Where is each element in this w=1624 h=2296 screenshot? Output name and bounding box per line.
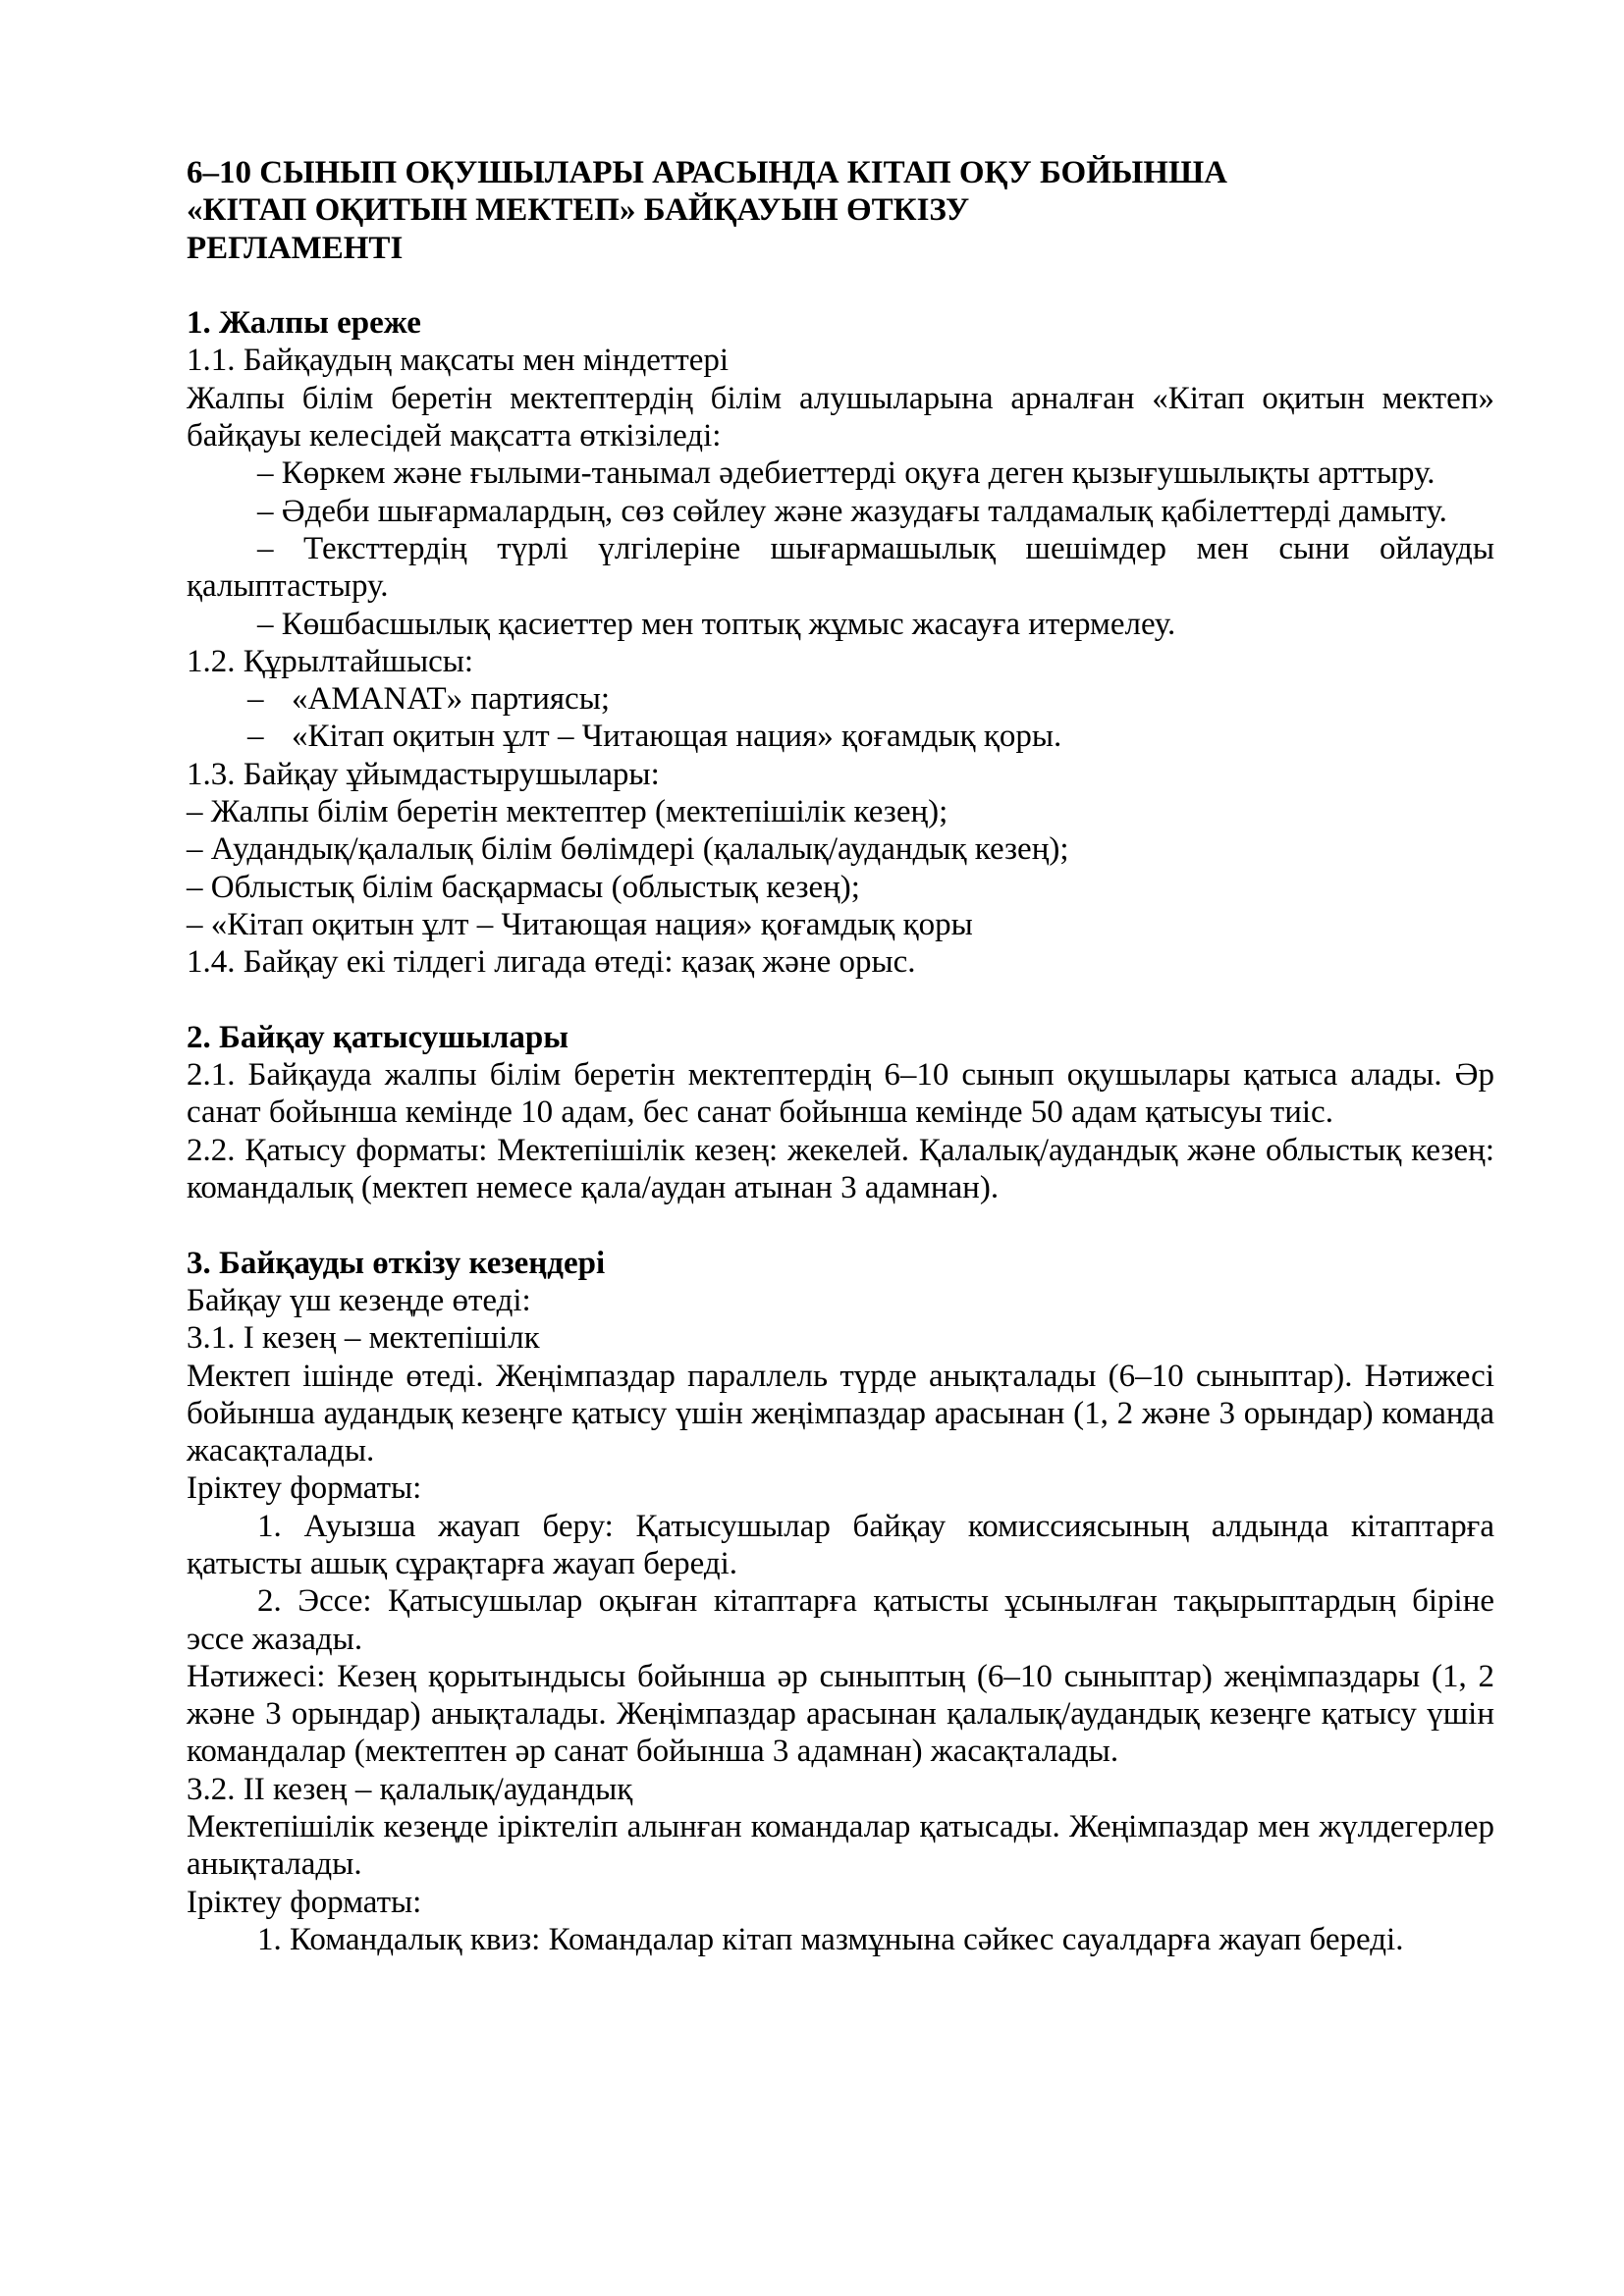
list-dash: – bbox=[247, 681, 264, 718]
paragraph: Іріктеу форматы: bbox=[187, 1884, 422, 1920]
list-item bbox=[187, 718, 1494, 755]
paragraph: – «Кітап оқитын ұлт – Читающая нация» қоғамдық қоры bbox=[187, 906, 973, 942]
list-dash: – bbox=[247, 719, 264, 755]
paragraph: 2. Эссе: Қатысушылар оқыған кітаптарға қатысты ұсынылған тақырыптардың біріне эссе жазады. bbox=[187, 1583, 1494, 1657]
list-item bbox=[187, 680, 1494, 718]
paragraph: – Көркем және ғылыми-танымал әдебиеттерді оқуға деген қызығушылықты арттыру. bbox=[257, 455, 1435, 492]
paragraph: 1.3. Байқау ұйымдастырушылары: bbox=[187, 756, 660, 792]
paragraph: 1.2. Құрылтайшысы: bbox=[187, 643, 474, 679]
paragraph: 1.4. Байқау екі тілдегі лигада өтеді: қазақ және орыс. bbox=[187, 944, 916, 981]
paragraph: 3.1. I кезең – мектепішілк bbox=[187, 1320, 540, 1357]
paragraph: – Тексттердің түрлі үлгілеріне шығармашылық шешімдер мен сыни ойлауды қалыптастыру. bbox=[187, 530, 1494, 605]
paragraph: Нәтижесі: Кезең қорытындысы бойынша әр сыныптың (6–10 сыныптар) жеңімпаздары (1, 2 және 3 орындар) анықталады. Жеңімпаздар арасынан қалалық/аудандық кезеңге қатысу үшін командалар (мектептен әр санат бойынша 3 адамнан) жасақталады. bbox=[187, 1658, 1494, 1770]
paragraph: Жалпы білім беретін мектептердің білім алушыларына арналған «Кітап оқитын мектеп» байқауы келесідей мақсатта өткізіледі: bbox=[187, 380, 1494, 454]
list-item-text: «AMANAT» партиясы; bbox=[292, 681, 611, 718]
section-heading: 3. Байқауды өткізу кезеңдері bbox=[187, 1245, 606, 1281]
paragraph: Мектеп ішінде өтеді. Жеңімпаздар параллель түрде анықталады (6–10 сыныптар). Нәтижесі бойынша аудандық кезеңге қатысу үшін жеңімпаздар арасынан (1, 2 және 3 орындар) команда жасақталады. bbox=[187, 1358, 1494, 1469]
paragraph: 1. Командалық квиз: Командалар кітап мазмұнына сәйкес сауалдарға жауап береді. bbox=[257, 1921, 1404, 1957]
paragraph: 3.2. II кезең – қалалық/аудандық bbox=[187, 1771, 633, 1807]
section-heading: 1. Жалпы ереже bbox=[187, 305, 421, 342]
paragraph: – Облыстық білім басқармасы (облыстық кезең); bbox=[187, 869, 860, 905]
paragraph: 2.1. Байқауда жалпы білім беретін мектептердің 6–10 сынып оқушылары қатыса алады. Әр санат бойынша кемінде 10 адам, бес санат бойынша кемінде 50 адам қатысуы тиіс. bbox=[187, 1057, 1494, 1131]
line-gap bbox=[187, 267, 1494, 304]
paragraph: Іріктеу форматы: bbox=[187, 1470, 422, 1507]
paragraph: – Жалпы білім беретін мектептер (мектепішілік кезең); bbox=[187, 794, 948, 830]
document-body bbox=[187, 154, 1494, 1958]
paragraph: Байқау үш кезеңде өтеді: bbox=[187, 1282, 531, 1318]
paragraph: 2.2. Қатысу форматы: Мектепішілік кезең: жекелей. Қалалық/аудандық және облыстық кезең: командалық (мектеп немесе қала/аудан атынан 3 адамнан). bbox=[187, 1132, 1494, 1206]
paragraph: – Аудандық/қалалық білім бөлімдері (қалалық/аудандық кезең); bbox=[187, 831, 1069, 868]
paragraph: – Әдеби шығармалардың, сөз сөйлеу және жазудағы талдамалық қабілеттерді дамыту. bbox=[257, 493, 1447, 529]
line-gap bbox=[187, 982, 1494, 1019]
line-gap bbox=[187, 1206, 1494, 1244]
paragraph: 1.1. Байқаудың мақсаты мен міндеттері bbox=[187, 343, 730, 379]
title-line: 6–10 СЫНЫП ОҚУШЫЛАРЫ АРАСЫНДА КІТАП ОҚУ БОЙЫНША bbox=[187, 155, 1228, 190]
title-line: «КІТАП ОҚИТЫН МЕКТЕП» БАЙҚАУЫН ӨТКІЗУ bbox=[187, 192, 970, 229]
title-line: РЕГЛАМЕНТІ bbox=[187, 230, 404, 266]
paragraph: – Көшбасшылық қасиеттер мен топтық жұмыс жасауға итермелеу. bbox=[257, 606, 1176, 642]
paragraph: Мектепішілік кезеңде іріктеліп алынған командалар қатысады. Жеңімпаздар мен жүлдегерлер анықталады. bbox=[187, 1809, 1494, 1883]
list-item-text: «Кітап оқитын ұлт – Читающая нация» қоғамдық қоры. bbox=[292, 719, 1062, 755]
section-heading: 2. Байқау қатысушылары bbox=[187, 1019, 569, 1055]
paragraph: 1. Ауызша жауап беру: Қатысушылар байқау комиссиясының алдында кітаптарға қатысты ашық сұрақтарға жауап береді. bbox=[187, 1508, 1494, 1581]
